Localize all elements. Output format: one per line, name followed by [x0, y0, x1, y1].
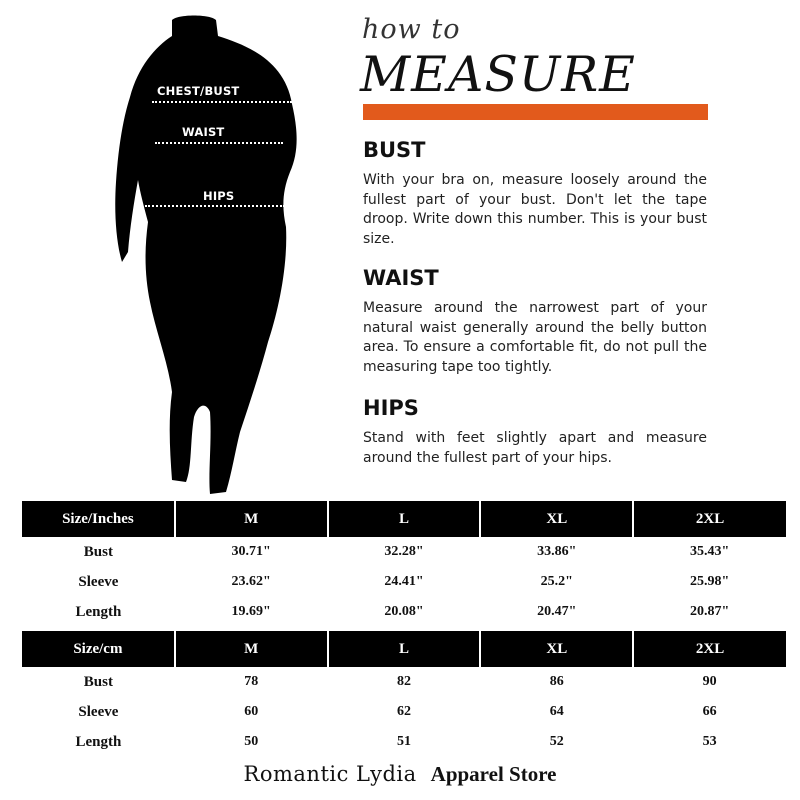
- header-cell: L: [328, 501, 481, 537]
- table-cell: 20.47": [537, 604, 577, 619]
- chest-bust-label: CHEST/BUST: [157, 84, 240, 98]
- table-cell: 30.71": [231, 544, 271, 559]
- row-label: Sleeve: [78, 573, 119, 590]
- table-cell: 64: [549, 704, 564, 719]
- hips-label: HIPS: [203, 189, 235, 203]
- how-to-heading: how to: [362, 14, 461, 45]
- store-name: Apparel Store: [430, 762, 557, 786]
- table-row: [22, 537, 786, 567]
- header-cell: L: [328, 631, 481, 667]
- waist-measure-line: [155, 142, 283, 144]
- row-label: Bust: [83, 673, 113, 690]
- table-cell: 86: [549, 674, 564, 689]
- table-cell: 20.08": [384, 604, 424, 619]
- header-cell: Size/cm: [22, 631, 175, 667]
- table-cell: 25.2": [540, 574, 573, 589]
- accent-bar: [363, 104, 708, 120]
- brand-name: Romantic Lydia: [243, 762, 417, 786]
- waist-instructions: Measure around the narrowest part of your natural waist generally around the belly button area. To ensure a comfortable fit, do not pull the measuring tape too tightly.: [363, 300, 707, 375]
- table-cell: 78: [244, 674, 259, 689]
- table-cell: 52: [549, 734, 564, 749]
- row-label: Bust: [83, 543, 113, 560]
- waist-label: WAIST: [182, 125, 225, 139]
- row-label: Length: [75, 603, 122, 620]
- bust-title: BUST: [363, 138, 426, 162]
- bust-instructions: With your bra on, measure loosely around the fullest part of your bust. Don't let the tape droop. Write down this number. This is your bust size.: [363, 172, 707, 247]
- waist-title: WAIST: [363, 266, 439, 290]
- table-cell: 82: [396, 674, 411, 689]
- store-footer: [0, 762, 800, 787]
- hips-title: HIPS: [363, 396, 419, 420]
- table-row: [22, 597, 786, 627]
- header-cell: M: [175, 631, 328, 667]
- table-cell: 25.98": [689, 574, 730, 589]
- table-cell: 32.28": [384, 544, 424, 559]
- table-row: [22, 727, 786, 757]
- table-cell: 66: [702, 704, 717, 719]
- size-table-cm: [22, 631, 786, 757]
- table-cell: 23.62": [231, 574, 271, 589]
- table-cell: 20.87": [689, 604, 730, 619]
- table-row: [22, 667, 786, 697]
- header-cell: Size/Inches: [22, 501, 175, 537]
- hips-measure-line: [145, 205, 285, 207]
- table-cell: 51: [396, 734, 411, 749]
- table-header-row: [22, 631, 786, 667]
- size-table-inches: [22, 501, 786, 627]
- header-cell: XL: [480, 501, 633, 537]
- table-cell: 35.43": [689, 544, 730, 559]
- header-cell: 2XL: [633, 501, 786, 537]
- table-cell: 24.41": [384, 574, 424, 589]
- body-silhouette: [100, 12, 320, 497]
- table-row: [22, 567, 786, 597]
- table-cell: 90: [702, 674, 717, 689]
- header-cell: XL: [480, 631, 633, 667]
- row-label: Sleeve: [78, 703, 119, 720]
- header-cell: 2XL: [633, 631, 786, 667]
- table-header-row: [22, 501, 786, 537]
- header-cell: M: [175, 501, 328, 537]
- table-cell: 53: [702, 734, 717, 749]
- row-label: Length: [75, 733, 122, 750]
- table-cell: 50: [244, 734, 259, 749]
- hips-instructions: Stand with feet slightly apart and measure around the fullest part of your hips.: [363, 430, 707, 466]
- table-cell: 60: [244, 704, 259, 719]
- table-cell: 19.69": [231, 604, 271, 619]
- measure-heading: MEASURE: [360, 46, 636, 103]
- table-row: [22, 697, 786, 727]
- chest-measure-line: [152, 101, 292, 103]
- table-cell: 62: [396, 704, 411, 719]
- table-cell: 33.86": [537, 544, 577, 559]
